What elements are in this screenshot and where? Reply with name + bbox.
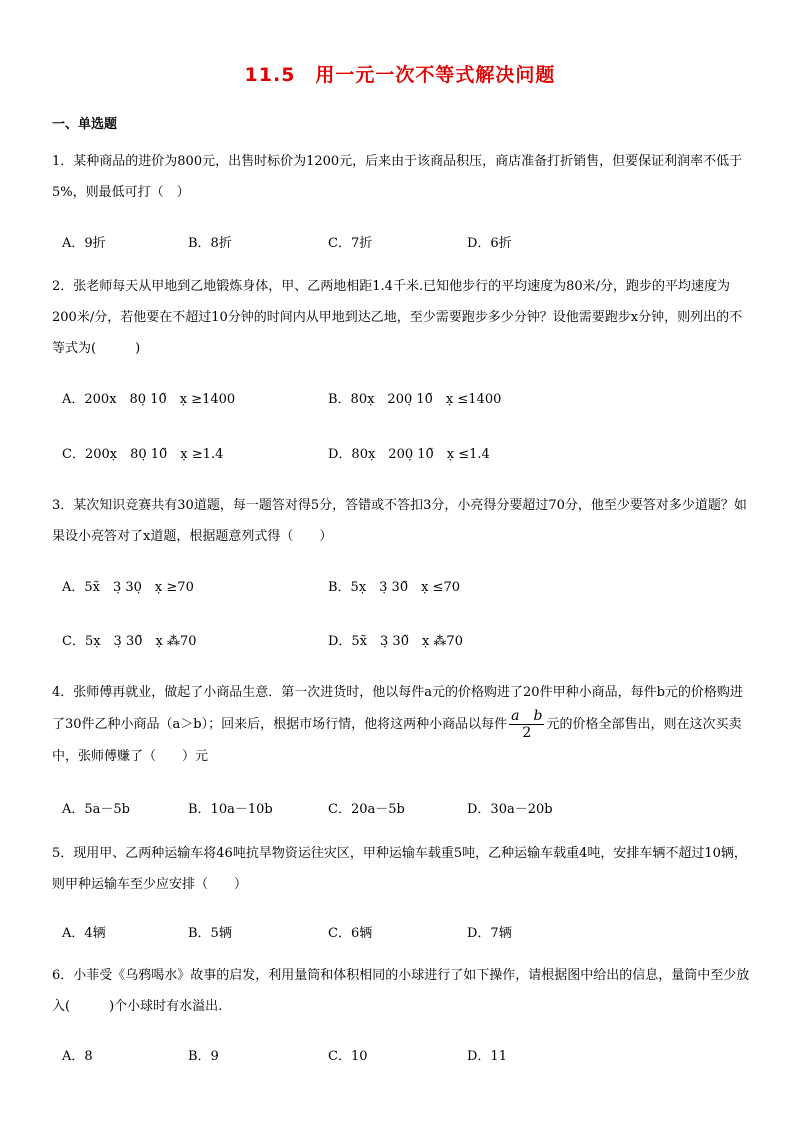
- question-2: 2．张老师每天从甲地到乙地锻炼身体，甲、乙两地相距1.4千米.已知他步行的平均速度为80米/分，跑步的平均速度为200米/分，若他要在不超过10分钟的时间内从甲地到达乙地，至少需要跑步多少分钟？设他需要跑步x分钟，则列出的不等式为( ): [52, 279, 743, 356]
- page-title: 11.5 用一元一次不等式解决问题: [244, 64, 556, 86]
- option-b[interactable]: B．8折: [188, 236, 232, 251]
- question-3-options-row2: [62, 630, 762, 654]
- option-c[interactable]: C．7折: [328, 236, 373, 251]
- question-5: 5．现用甲、乙两种运输车将46吨抗旱物资运往灾区，甲种运输车载重5吨，乙种运输车载重4吨，安排车辆不超过10辆，则甲种运输车至少应安排（ ）: [52, 846, 747, 892]
- question-4-text-after: 元的价格全部售出，则在这次买卖中，张师傅赚了（ ）元: [52, 717, 742, 764]
- section-heading: 一、单选题: [52, 117, 118, 132]
- option-c[interactable]: C．200x̣ 80̣ 10̃ x̣ ≥1.4: [62, 447, 224, 462]
- option-d[interactable]: D．7辆: [467, 926, 512, 941]
- fraction-numerator: a b: [511, 708, 543, 724]
- option-b[interactable]: B．5x̣ 3̣ 30̃ x̣ ≤70: [328, 580, 460, 595]
- question-4-text-before: 4．张师傅再就业，做起了小商品生意．第一次进货时，他以每件a元的价格购进了20件甲种小商品，每件b元的价格购进了30件乙种小商品（a＞b）；回来后，根据市场行情，他将这两种小商品以每件: [52, 685, 743, 732]
- option-d[interactable]: D．5x̃ 3̣ 30̃ x̣ ⁂70: [328, 634, 463, 649]
- option-c[interactable]: C．10: [328, 1049, 368, 1064]
- question-1-options: [62, 232, 762, 256]
- option-a[interactable]: A．200x 80̣ 10̃ x̣ ≥1400: [62, 392, 236, 407]
- question-2-options-row1: [62, 388, 762, 412]
- option-a[interactable]: A．5x̃ 3̣ 30̣ x̣ ≥70: [62, 580, 194, 595]
- fraction: [509, 708, 544, 741]
- question-2-options-row2: [62, 443, 762, 467]
- option-a[interactable]: A．9折: [62, 236, 106, 251]
- option-d[interactable]: D．6折: [467, 236, 512, 251]
- option-b[interactable]: B．9: [188, 1049, 219, 1064]
- option-b[interactable]: B．5辆: [188, 926, 232, 941]
- question-5-options: [62, 922, 762, 946]
- question-6: 6．小菲受《乌鸦喝水》故事的启发，利用量筒和体积相同的小球进行了如下操作，请根据图中给出的信息，量筒中至少放入( )个小球时有水溢出.: [52, 968, 750, 1014]
- question-1: 1．某种商品的进价为800元，出售时标价为1200元，后来由于该商品积压，商店准备打折销售，但要保证利润率不低于5%，则最低可打（ ）: [52, 154, 743, 200]
- option-d[interactable]: D．11: [467, 1049, 507, 1064]
- option-a[interactable]: A．8: [62, 1049, 93, 1064]
- option-d[interactable]: D．30a－20b: [467, 802, 553, 817]
- question-3: 3．某次知识竞赛共有30道题，每一题答对得5分，答错或不答扣3分，小亮得分要超过70分，他至少要答对多少道题？如果设小亮答对了x道题，根据题意列式得（ ）: [52, 498, 747, 544]
- question-6-options: [62, 1045, 762, 1069]
- option-b[interactable]: B．80x̣ 200̣ 10̃ x̣ ≤1400: [328, 392, 502, 407]
- question-3-options-row1: [62, 576, 762, 600]
- option-a[interactable]: A．5a－5b: [62, 802, 131, 817]
- option-c[interactable]: C．5x̣ 3̣ 30̃ x̣ ⁂70: [62, 634, 197, 649]
- option-d[interactable]: D．80x̣ 200̣ 10̃ x̣ ≤1.4: [328, 447, 490, 462]
- question-4-options: [62, 798, 762, 822]
- option-a[interactable]: A．4辆: [62, 926, 106, 941]
- option-c[interactable]: C．6辆: [328, 926, 373, 941]
- question-4: [52, 677, 752, 772]
- option-b[interactable]: B．10a－10b: [188, 802, 273, 817]
- option-c[interactable]: C．20a－5b: [328, 802, 405, 817]
- fraction-denominator: 2: [522, 725, 532, 741]
